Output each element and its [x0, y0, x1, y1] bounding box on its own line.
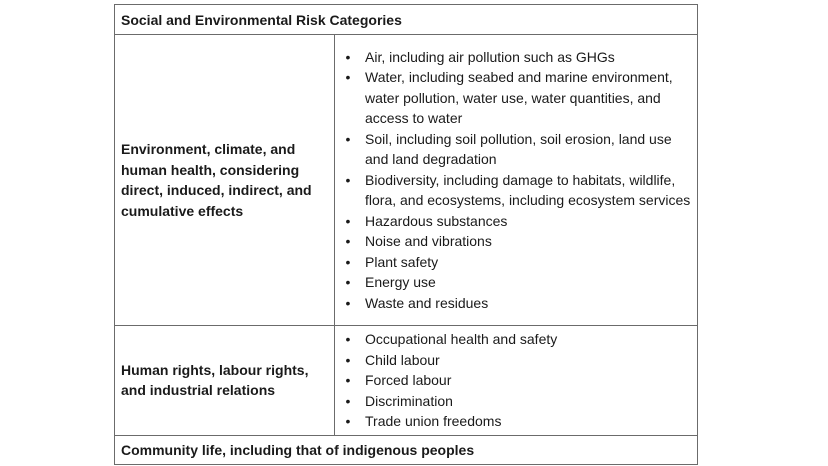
bullet-icon: •: [345, 274, 351, 291]
bullet-icon: •: [345, 48, 351, 65]
risk-categories-table: [114, 4, 698, 465]
list-item: • Air, including air pollution such as GHGs: [335, 47, 691, 68]
table-row: [115, 326, 698, 436]
bullet-icon: •: [345, 130, 351, 147]
list-item: • Occupational health and safety: [335, 329, 691, 350]
category-label: Environment, climate, and human health, considering direct, induced, indirect, and cumulative effects: [115, 35, 335, 326]
bullet-list: [335, 47, 691, 314]
table-row: [115, 35, 698, 326]
category-items: [335, 35, 698, 326]
bullet-icon: •: [345, 413, 351, 429]
bullet-icon: •: [345, 69, 351, 86]
table-footer-row: [115, 435, 698, 464]
table-header-row: [115, 5, 698, 35]
list-item: • Water, including seabed and marine environment, water pollution, water use, water quantities, and access to water: [335, 67, 691, 129]
list-item: • Plant safety: [335, 252, 691, 273]
bullet-icon: •: [345, 294, 351, 311]
bullet-icon: •: [345, 351, 351, 368]
community-life-category: Community life, including that of indigenous peoples: [115, 435, 698, 464]
bullet-icon: •: [345, 171, 351, 188]
category-label: Human rights, labour rights, and industrial relations: [115, 326, 335, 436]
bullet-icon: •: [345, 253, 351, 270]
list-item: • Discrimination: [335, 391, 691, 412]
bullet-icon: •: [345, 392, 351, 409]
list-item: • Forced labour: [335, 370, 691, 391]
list-item: • Energy use: [335, 272, 691, 293]
list-item: • Child labour: [335, 350, 691, 371]
list-item: • Noise and vibrations: [335, 231, 691, 252]
category-items: [335, 326, 698, 436]
list-item: • Trade union freedoms: [335, 411, 691, 432]
list-item: • Waste and residues: [335, 293, 691, 314]
list-item: • Soil, including soil pollution, soil erosion, land use and land degradation: [335, 129, 691, 170]
bullet-icon: •: [345, 233, 351, 250]
bullet-icon: •: [345, 331, 351, 347]
bullet-icon: •: [345, 372, 351, 388]
list-item: • Hazardous substances: [335, 211, 691, 232]
table-title: Social and Environmental Risk Categories: [115, 5, 698, 35]
bullet-list: [335, 329, 691, 432]
bullet-icon: •: [345, 212, 351, 229]
list-item: • Biodiversity, including damage to habitats, wildlife, flora, and ecosystems, including ecosystem services: [335, 170, 691, 211]
